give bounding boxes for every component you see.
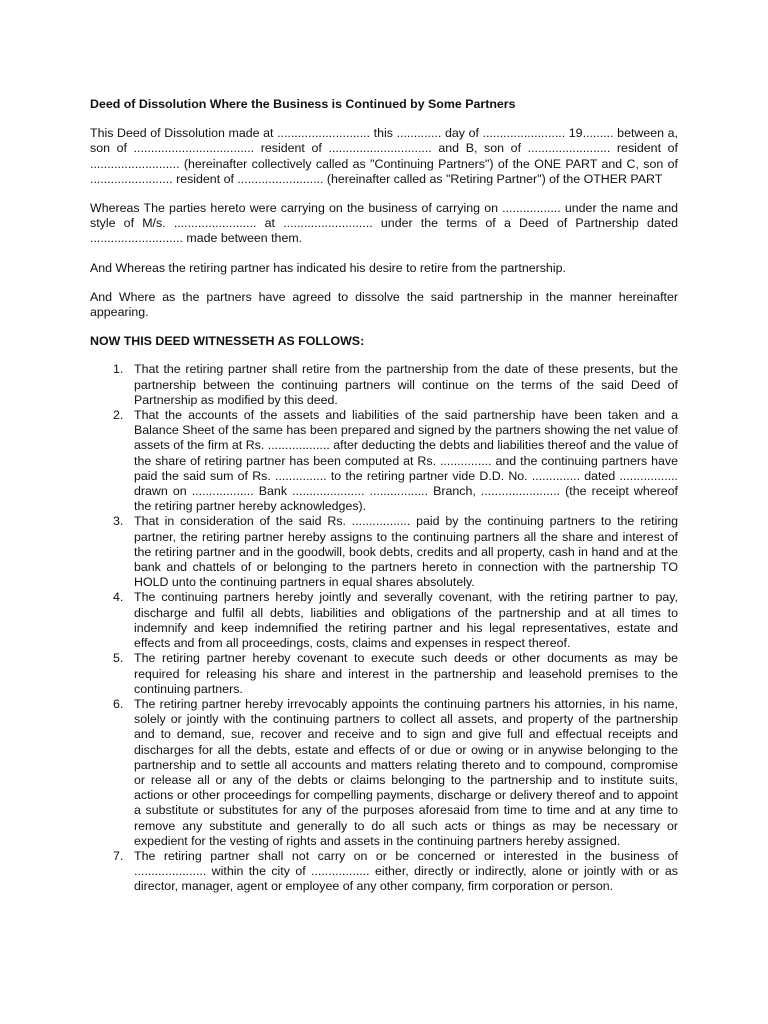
clause-item xyxy=(90,697,678,849)
clause-text: That the accounts of the assets and liabilities of the said partnership have been taken and a Balance Sheet of the same has been prepared and signed by the partners showing the net value of assets of the firm at Rs. .................. after deducting the debts and liabilities thereof and the value of the share of retiring partner has been computed at Rs. ............... and the continuing partners have paid the said sum of Rs. ............... to the retiring partner vide D.D. No. .............. dated ................. drawn on .................. Bank ..................... ................. Branch, ....................... (the receipt whereof the retiring partner hereby acknowledges). xyxy=(134,408,678,514)
paragraph-agreed-dissolve: And Where as the partners have agreed to dissolve the said partnership in the manner hereinafter appearing. xyxy=(90,289,678,320)
paragraph-parties: This Deed of Dissolution made at ........................... this ............. day of ........................ 19......... between a, son of ................................... resident of .............................. and B, son of ........................ resident of .......................... (hereinafter collectively called as "Continuing Partners") of the ONE PART and C, son of ........................ resident of ......................... (hereinafter called as "Retiring Partner") of the OTHER PART xyxy=(90,126,678,186)
document-title: Deed of Dissolution Where the Business is Continued by Some Partners xyxy=(90,97,516,111)
clause-text: The retiring partner shall not carry on or be concerned or interested in the business of ..................... within the city of ................. either, directly or indirectly, alone or jointly with or as director, manager, agent or employee of any other company, firm corporation or person. xyxy=(134,848,678,894)
clause-number: 6. xyxy=(113,696,124,711)
clause-list xyxy=(90,362,678,894)
paragraph-whereas-retire: And Whereas the retiring partner has indicated his desire to retire from the partnership. xyxy=(90,260,566,275)
clause-text: The retiring partner hereby irrevocably appoints the continuing partners his attornies, in his name, solely or jointly with the continuing partners to collect all assets, and property of the partnership and to demand, sue, recover and receive and to sign and give full and effectual receipts and discharges for all the debts, estate and effects of or due or owing or in anywise belonging to the partnership and to settle all accounts and matters relating thereto and to compound, compromise or release all or any of the debts or claims belonging to the partnership and to institute suits, actions or other proceedings for compelling payments, discharge or delivery thereof and to appoint a substitute or substitutes for any of the purposes aforesaid from time to time and at any time to remove any substitute and generally to do all such acts or things as may be necessary or expedient for the vesting of rights and assets in the continuing partners hereby assigned. xyxy=(134,696,678,848)
clause-item xyxy=(90,651,678,697)
clause-text: The retiring partner hereby covenant to execute such deeds or other documents as may be required for releasing his share and interest in the partnership and leasehold premises to the continuing partners. xyxy=(134,651,678,696)
clause-text: The continuing partners hereby jointly and severally covenant, with the retiring partner to pay, discharge and fulfil all debts, liabilities and obligations of the partnership and at all times to indemnify and keep indemnified the retiring partner and his legal representatives, estate and effects and from all proceedings, costs, claims and expenses in respect thereof. xyxy=(134,590,678,651)
clause-item xyxy=(90,849,678,895)
clause-number: 5. xyxy=(113,651,124,666)
clause-item xyxy=(90,408,678,514)
clause-number: 7. xyxy=(113,848,124,863)
paragraph-whereas-business: Whereas The parties hereto were carrying on the business of carrying on ................. under the name and style of M/s. ........................ at .......................... under the terms of a Deed of Partnership dated ........................... made between them. xyxy=(90,201,678,246)
clause-item xyxy=(90,590,678,651)
clause-number: 1. xyxy=(113,362,124,377)
clause-item xyxy=(90,514,678,590)
clause-text: That the retiring partner shall retire from the partnership from the date of these presents, but the partnership between the continuing partners will continue on the terms of the said Deed of Partnership as modified by this deed. xyxy=(134,362,678,407)
clause-number: 3. xyxy=(113,514,124,529)
clause-text: That in consideration of the said Rs. ................. paid by the continuing partners to the retiring partner, the retiring partner hereby assigns to the continuing partners all the share and interest of the retiring partner and in the goodwill, book debts, credits and all property, cash in hand and at the bank and chattels of or belonging to the partners hereto in connection with the partnership TO HOLD unto the continuing partners in equal shares absolutely. xyxy=(134,514,678,590)
clause-number: 4. xyxy=(113,590,124,605)
witness-heading: NOW THIS DEED WITNESSETH AS FOLLOWS: xyxy=(90,334,365,349)
clause-item xyxy=(90,362,678,408)
clause-number: 2. xyxy=(113,408,124,423)
